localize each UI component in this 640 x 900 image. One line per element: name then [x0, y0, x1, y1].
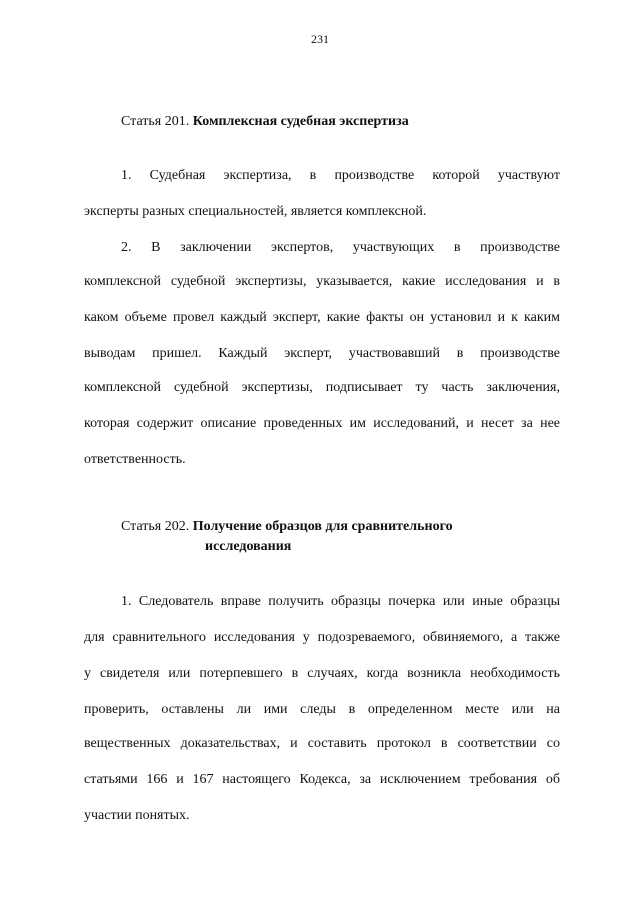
article-202-line-6: статьями 166 и 167 настоящего Кодекса, за исключением требования об: [84, 772, 560, 787]
article-202-line-5: вещественных доказательствах, и составить протокол в соответствии со: [84, 736, 560, 751]
article-202-line-7: участии понятых.: [84, 808, 190, 823]
article-201-heading: [121, 113, 409, 131]
article-201-line-2: эксперты разных специальностей, является комплексной.: [84, 204, 427, 219]
article-202-title-line-2: исследования: [205, 539, 292, 554]
article-201-line-5: каком объеме провел каждый эксперт, какие факты он установил и к каким: [84, 310, 560, 325]
article-202-title-line-1: Получение образцов для сравнительного: [192, 519, 453, 534]
article-201-line-9: ответственность.: [84, 452, 186, 467]
article-202-heading: [121, 518, 453, 536]
article-202-line-4: проверить, оставлены ли ими следы в определенном месте или на: [84, 702, 560, 717]
article-201-line-4: комплексной судебной экспертизы, указывается, какие исследования и в: [84, 274, 560, 289]
article-201-label: Статья 201.: [121, 114, 190, 129]
article-201-title: Комплексная судебная экспертиза: [192, 114, 409, 129]
article-201-line-7: комплексной судебной экспертизы, подписывает ту часть заключения,: [84, 380, 560, 395]
article-201-line-1: 1. Судебная экспертиза, в производстве которой участвуют: [121, 168, 560, 183]
page-number: 231: [311, 32, 329, 46]
article-202-label: Статья 202.: [121, 519, 190, 534]
article-202-line-2: для сравнительного исследования у подозреваемого, обвиняемого, а также: [84, 630, 560, 645]
article-201-line-3: 2. В заключении экспертов, участвующих в производстве: [121, 240, 560, 255]
article-201-line-6: выводам пришел. Каждый эксперт, участвовавший в производстве: [84, 346, 560, 361]
article-201-line-8: которая содержит описание проведенных им исследований, и несет за нее: [84, 416, 560, 431]
article-202-line-3: у свидетеля или потерпевшего в случаях, когда возникла необходимость: [84, 666, 560, 681]
article-202-line-1: 1. Следователь вправе получить образцы почерка или иные образцы: [121, 594, 560, 609]
